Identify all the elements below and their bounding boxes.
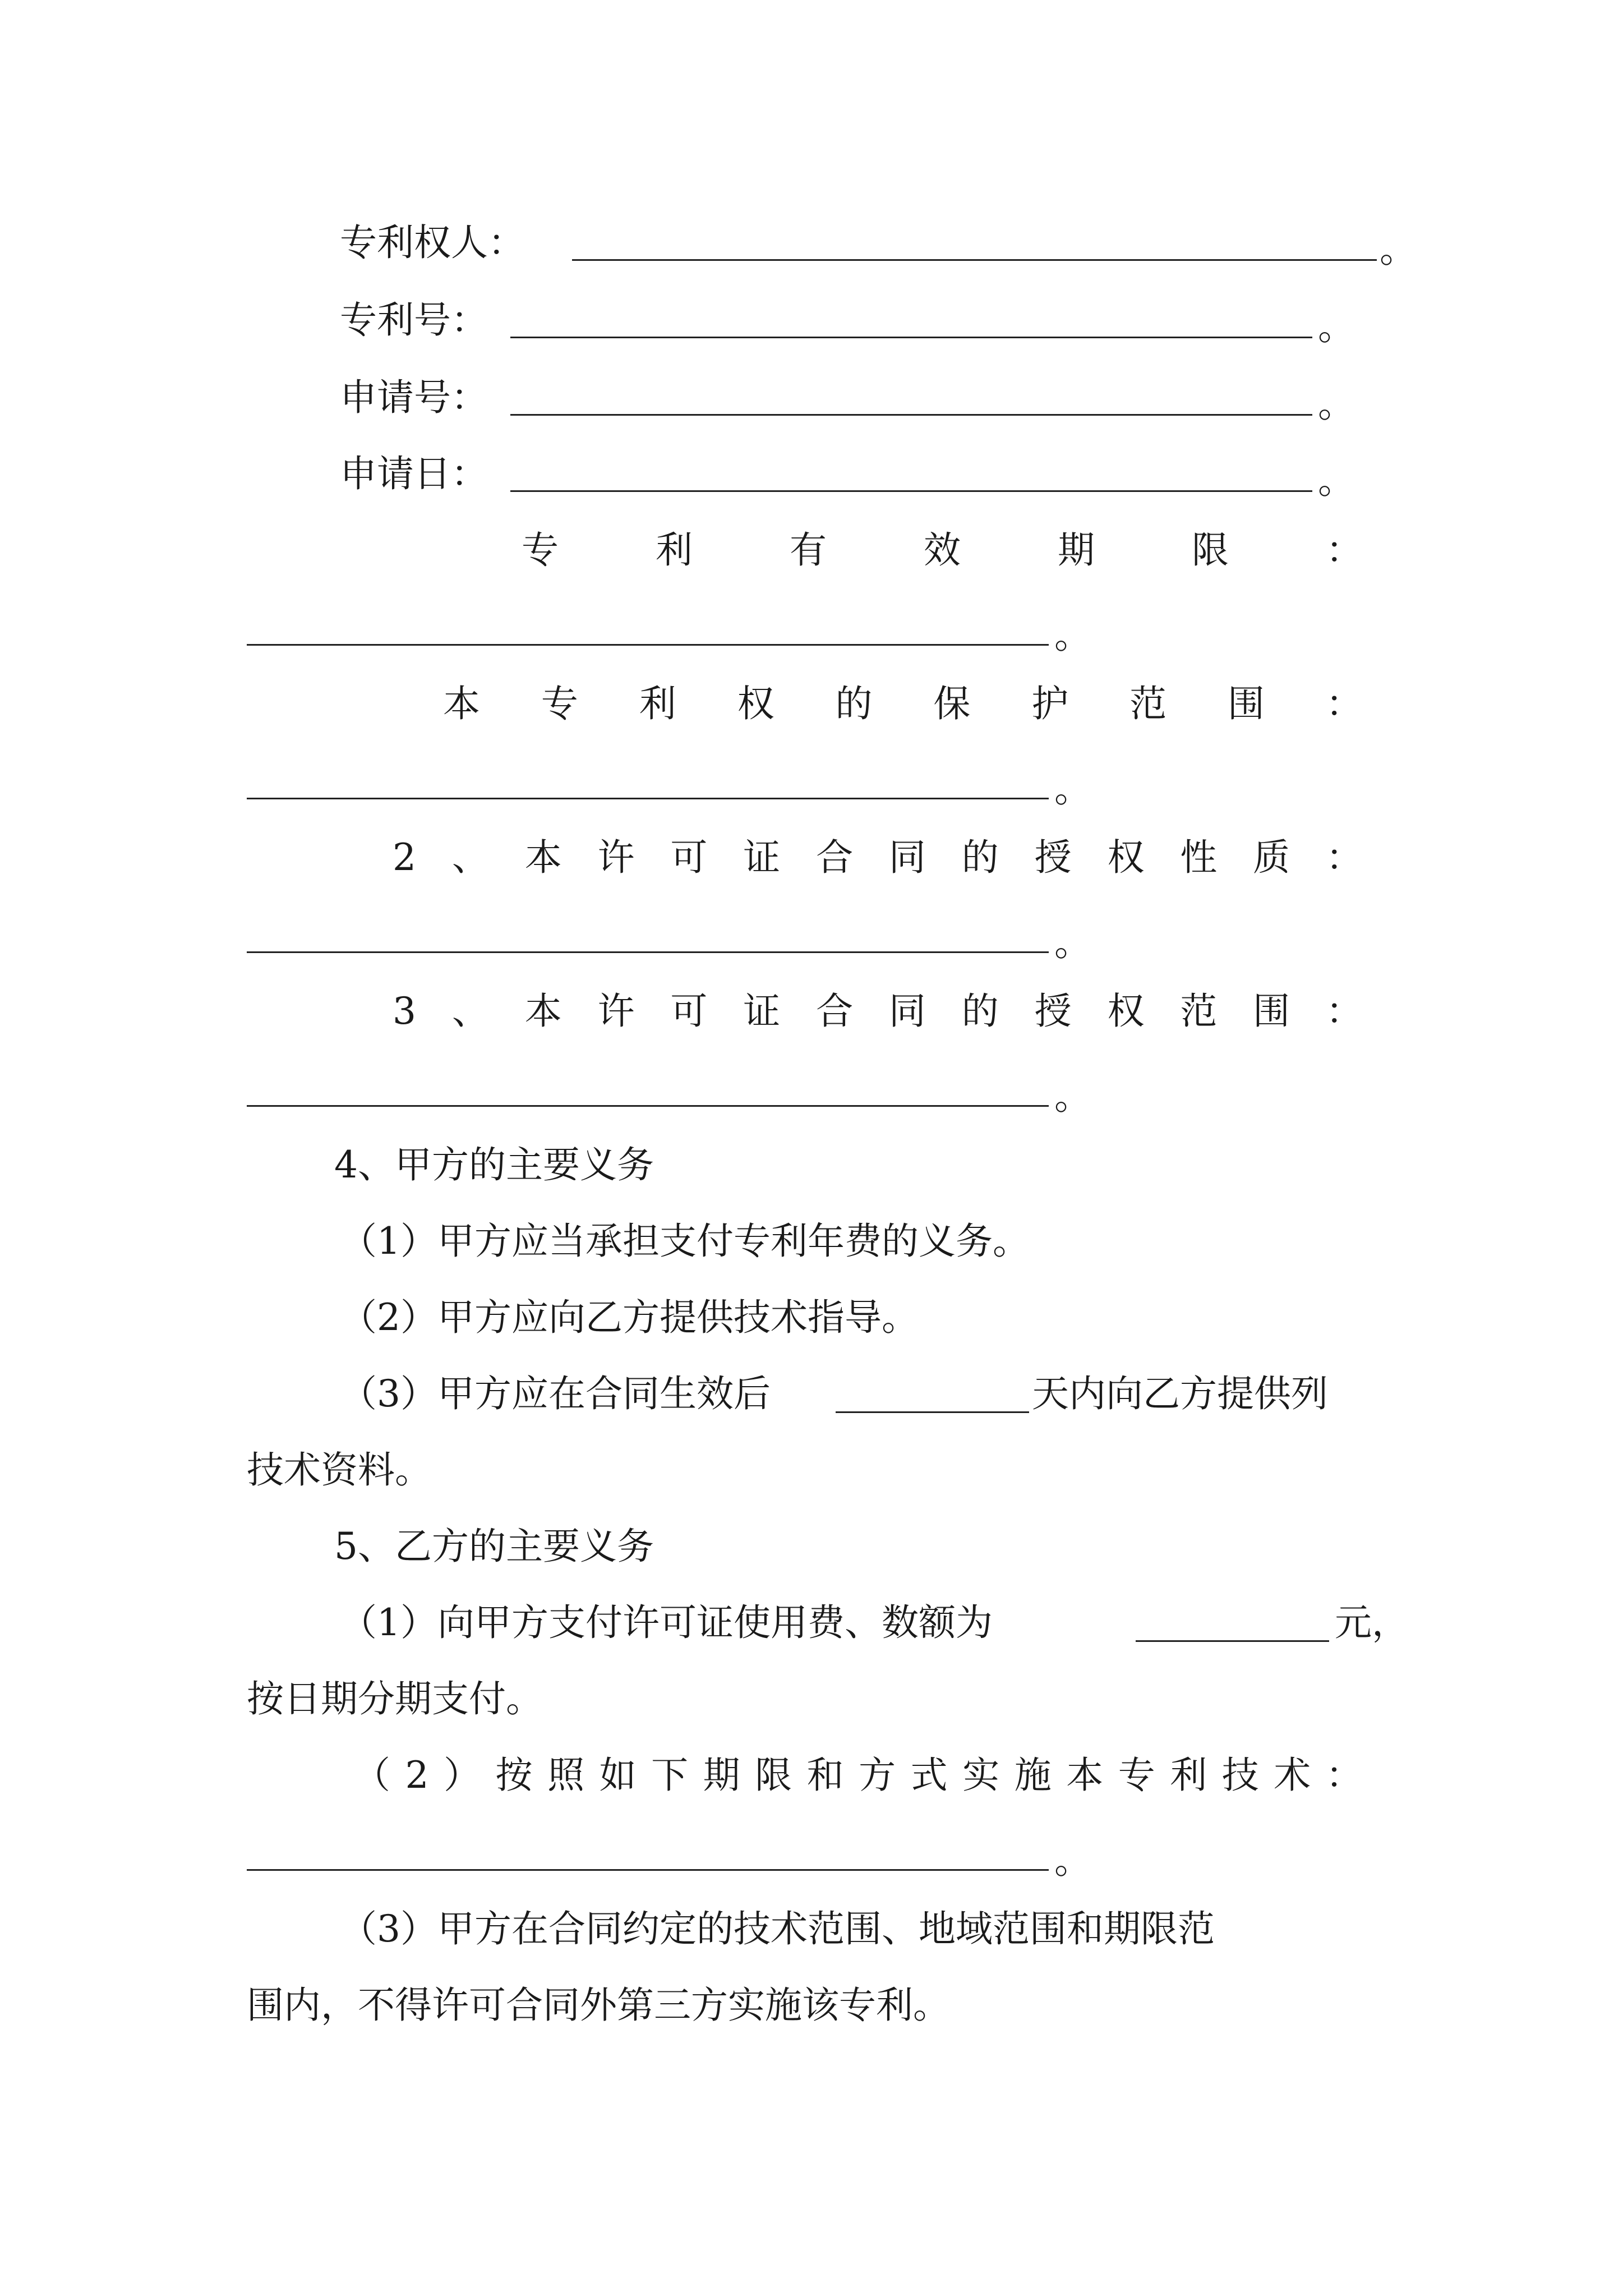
patentee-blank[interactable] — [572, 259, 1377, 261]
item5-2-char: 本 — [1066, 1754, 1104, 1797]
item3-char: 许 — [597, 990, 635, 1033]
item5-2-char: 术 — [1274, 1754, 1311, 1797]
item2-row — [393, 832, 1363, 883]
validity-row — [522, 525, 1363, 576]
fee-amount-blank[interactable] — [1136, 1640, 1329, 1642]
days-blank[interactable] — [836, 1411, 1029, 1413]
item5-1-text-b: 元， — [1335, 1601, 1409, 1644]
period-mark: 。 — [1318, 383, 1355, 426]
period-mark: 。 — [1054, 1839, 1091, 1882]
item2-char: 、 — [451, 836, 489, 879]
item3-blank[interactable] — [247, 1105, 1049, 1107]
item5-3-text-b: 围内，不得许可合同外第三方实施该专利。 — [247, 1984, 950, 2027]
scope-char: ： — [1325, 682, 1363, 725]
item5-2-row — [353, 1750, 1363, 1801]
validity-char: 期 — [1058, 528, 1095, 572]
item5-1-text-a: （1）向甲方支付许可证使用费、数额为 — [340, 1601, 993, 1644]
item5-2-char: 照 — [547, 1754, 585, 1797]
item5-3-text-a: （3）甲方在合同约定的技术范围、地域范围和期限范 — [340, 1907, 1215, 1950]
item5-2-char: 下 — [651, 1754, 689, 1797]
period-mark: 。 — [1318, 305, 1355, 348]
period-mark: 。 — [1380, 228, 1417, 271]
item5-2-char: 2 — [405, 1754, 429, 1797]
item5-2-char: 方 — [859, 1754, 896, 1797]
validity-char: ： — [1326, 528, 1363, 572]
application-date-blank[interactable] — [510, 490, 1312, 492]
scope-char: 权 — [737, 682, 774, 725]
item5-2-char: （ — [353, 1754, 390, 1797]
item2-blank[interactable] — [247, 951, 1049, 953]
application-date-label: 申请日： — [340, 452, 488, 495]
item3-row — [393, 986, 1363, 1037]
item5-2-char: 专 — [1118, 1754, 1155, 1797]
validity-char: 专 — [522, 528, 559, 572]
item5-2-char: ： — [1325, 1754, 1363, 1797]
validity-blank[interactable] — [247, 644, 1049, 646]
scope-char: 的 — [835, 682, 873, 725]
item3-char: 围 — [1253, 990, 1290, 1033]
item3-char: 的 — [961, 990, 999, 1033]
period-mark: 。 — [1054, 614, 1091, 657]
item3-char: 3 — [393, 990, 416, 1033]
item3-char: 权 — [1107, 990, 1145, 1033]
item4-1-text: （1）甲方应当承担支付专利年费的义务。 — [340, 1220, 1030, 1263]
item2-char: 合 — [816, 836, 854, 879]
scope-char: 围 — [1228, 682, 1265, 725]
item4-3-text-b: 天内向乙方提供列 — [1032, 1372, 1328, 1415]
item5-title: 5、乙方的主要义务 — [334, 1525, 654, 1568]
period-mark: 。 — [1318, 459, 1355, 502]
item5-2-char: 期 — [703, 1754, 740, 1797]
item3-char: 证 — [743, 990, 781, 1033]
validity-char: 有 — [790, 528, 827, 572]
scope-char: 利 — [639, 682, 676, 725]
scope-char: 专 — [541, 682, 578, 725]
item4-3-text-c: 技术资料。 — [247, 1448, 432, 1492]
item5-1-text-c: 按日期分期支付。 — [247, 1677, 543, 1720]
item3-char: 本 — [524, 990, 562, 1033]
implementation-blank[interactable] — [247, 1869, 1049, 1871]
item2-char: 质 — [1253, 836, 1290, 879]
item2-char: 权 — [1107, 836, 1145, 879]
period-mark: 。 — [1054, 921, 1091, 964]
item5-2-char: ） — [444, 1754, 481, 1797]
application-no-label: 申请号： — [340, 376, 488, 419]
item5-2-char: 利 — [1170, 1754, 1207, 1797]
item3-char: 合 — [816, 990, 854, 1033]
item4-3-text-a: （3）甲方应在合同生效后 — [340, 1372, 771, 1415]
period-mark: 。 — [1054, 767, 1091, 811]
item5-2-char: 和 — [806, 1754, 844, 1797]
item2-char: 同 — [888, 836, 926, 879]
item5-2-char: 如 — [599, 1754, 637, 1797]
item3-char: ： — [1325, 990, 1363, 1033]
item5-2-char: 按 — [495, 1754, 533, 1797]
item4-2-text: （2）甲方应向乙方提供技术指导。 — [340, 1296, 919, 1339]
scope-char: 本 — [443, 682, 480, 725]
item2-char: 可 — [670, 836, 708, 879]
application-no-blank[interactable] — [510, 414, 1312, 416]
item2-char: 2 — [393, 836, 416, 879]
item5-2-char: 实 — [962, 1754, 1000, 1797]
item2-char: 性 — [1180, 836, 1218, 879]
scope-char: 护 — [1031, 682, 1069, 725]
scope-row — [443, 679, 1363, 729]
item2-char: ： — [1325, 836, 1363, 879]
item3-char: 范 — [1180, 990, 1218, 1033]
item2-char: 授 — [1034, 836, 1072, 879]
item2-char: 本 — [524, 836, 562, 879]
scope-char: 范 — [1129, 682, 1167, 725]
item3-char: 、 — [451, 990, 489, 1033]
patentee-label: 专利权人： — [340, 221, 525, 264]
item3-char: 同 — [888, 990, 926, 1033]
validity-char: 效 — [924, 528, 961, 572]
patent-no-label: 专利号： — [340, 298, 488, 342]
scope-blank[interactable] — [247, 798, 1049, 799]
patent-no-blank[interactable] — [510, 337, 1312, 338]
item3-char: 可 — [670, 990, 708, 1033]
scope-char: 保 — [933, 682, 971, 725]
item4-title: 4、甲方的主要义务 — [334, 1143, 654, 1186]
item2-char: 证 — [743, 836, 781, 879]
item5-2-char: 式 — [910, 1754, 948, 1797]
validity-char: 利 — [656, 528, 693, 572]
validity-char: 限 — [1192, 528, 1229, 572]
item2-char: 的 — [961, 836, 999, 879]
item3-char: 授 — [1034, 990, 1072, 1033]
item5-2-char: 施 — [1014, 1754, 1052, 1797]
period-mark: 。 — [1054, 1075, 1091, 1118]
item2-char: 许 — [597, 836, 635, 879]
item5-2-char: 技 — [1221, 1754, 1259, 1797]
item5-2-char: 限 — [755, 1754, 792, 1797]
